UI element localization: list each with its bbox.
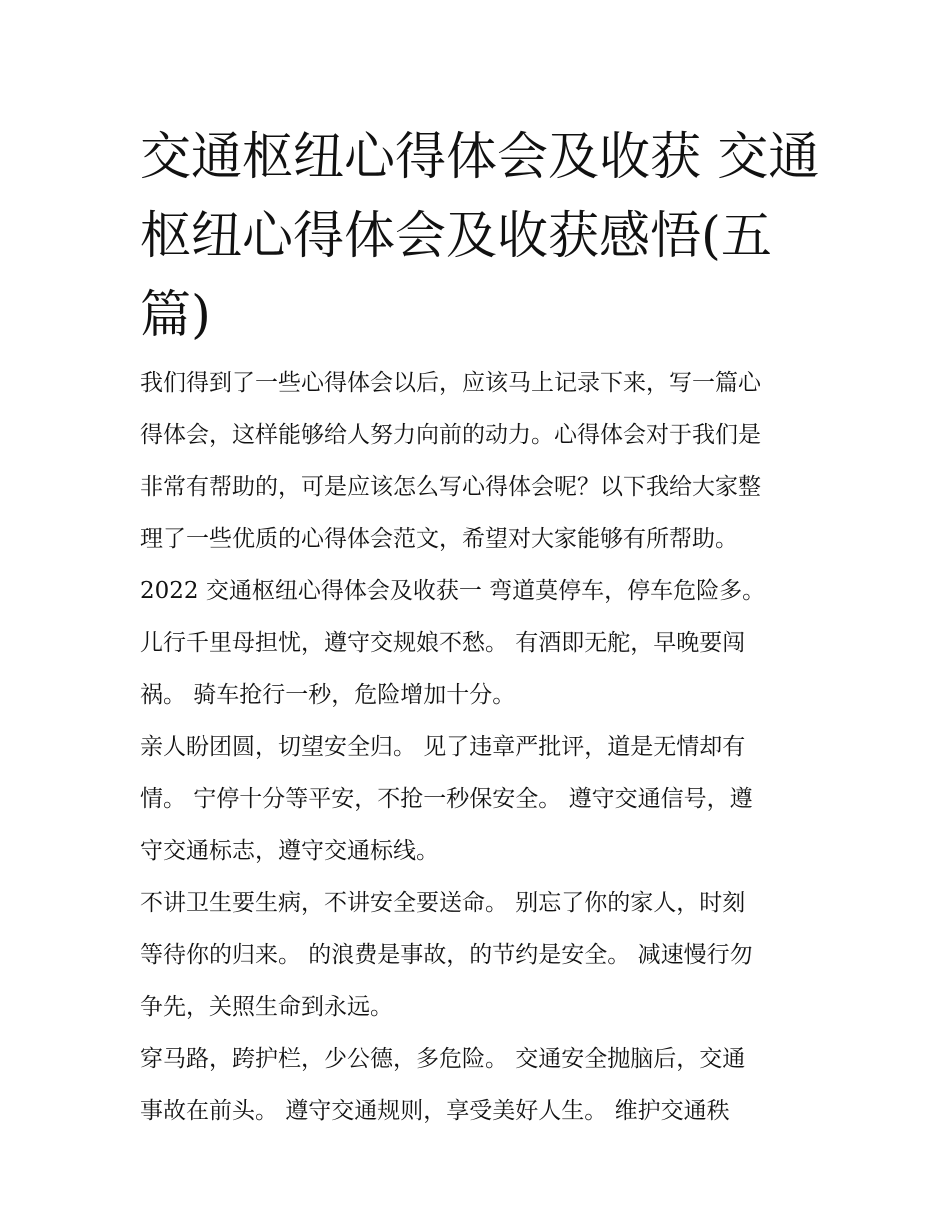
body-line: 儿行千里母担忧，遵守交规娘不愁。 有酒即无舵，早晚要闯 <box>140 630 746 656</box>
document-title <box>140 118 820 355</box>
title-line-3: 篇) <box>140 286 211 345</box>
body-line: 等待你的归来。 的浪费是事故，的节约是安全。 减速慢行勿 <box>140 942 753 968</box>
body-line: 理了一些优质的心得体会范文，希望对大家能够有所帮助。 <box>140 526 738 552</box>
body-line: 非常有帮助的，可是应该怎么写心得体会呢？以下我给大家整 <box>140 474 761 500</box>
body-line: 我们得到了一些心得体会以后，应该马上记录下来，写一篇心 <box>140 370 761 396</box>
document-body <box>140 357 830 1137</box>
body-line: 得体会，这样能够给人努力向前的动力。心得体会对于我们是 <box>140 422 761 448</box>
body-line: 2022 交通枢纽心得体会及收获一 弯道莫停车，停车危险多。 <box>140 578 766 604</box>
body-line: 情。 宁停十分等平安，不抢一秒保安全。 遵守交通信号，遵 <box>140 786 753 812</box>
body-line: 不讲卫生要生病，不讲安全要送命。 别忘了你的家人，时刻 <box>140 890 746 916</box>
body-line: 祸。 骑车抢行一秒，危险增加十分。 <box>140 682 516 708</box>
title-line-1: 交通枢纽心得体会及收获 交通 <box>140 128 820 187</box>
title-line-2: 枢纽心得体会及收获感悟(五 <box>140 207 772 266</box>
body-line: 事故在前头。 遵守交通规则，享受美好人生。 维护交通秩 <box>140 1098 730 1124</box>
body-line: 守交通标志，遵守交通标线。 <box>140 838 439 864</box>
body-line: 亲人盼团圆，切望安全归。 见了违章严批评，道是无情却有 <box>140 734 746 760</box>
body-line: 穿马路，跨护栏，少公德，多危险。 交通安全抛脑后，交通 <box>140 1046 746 1072</box>
body-line: 争先，关照生命到永远。 <box>140 994 393 1020</box>
